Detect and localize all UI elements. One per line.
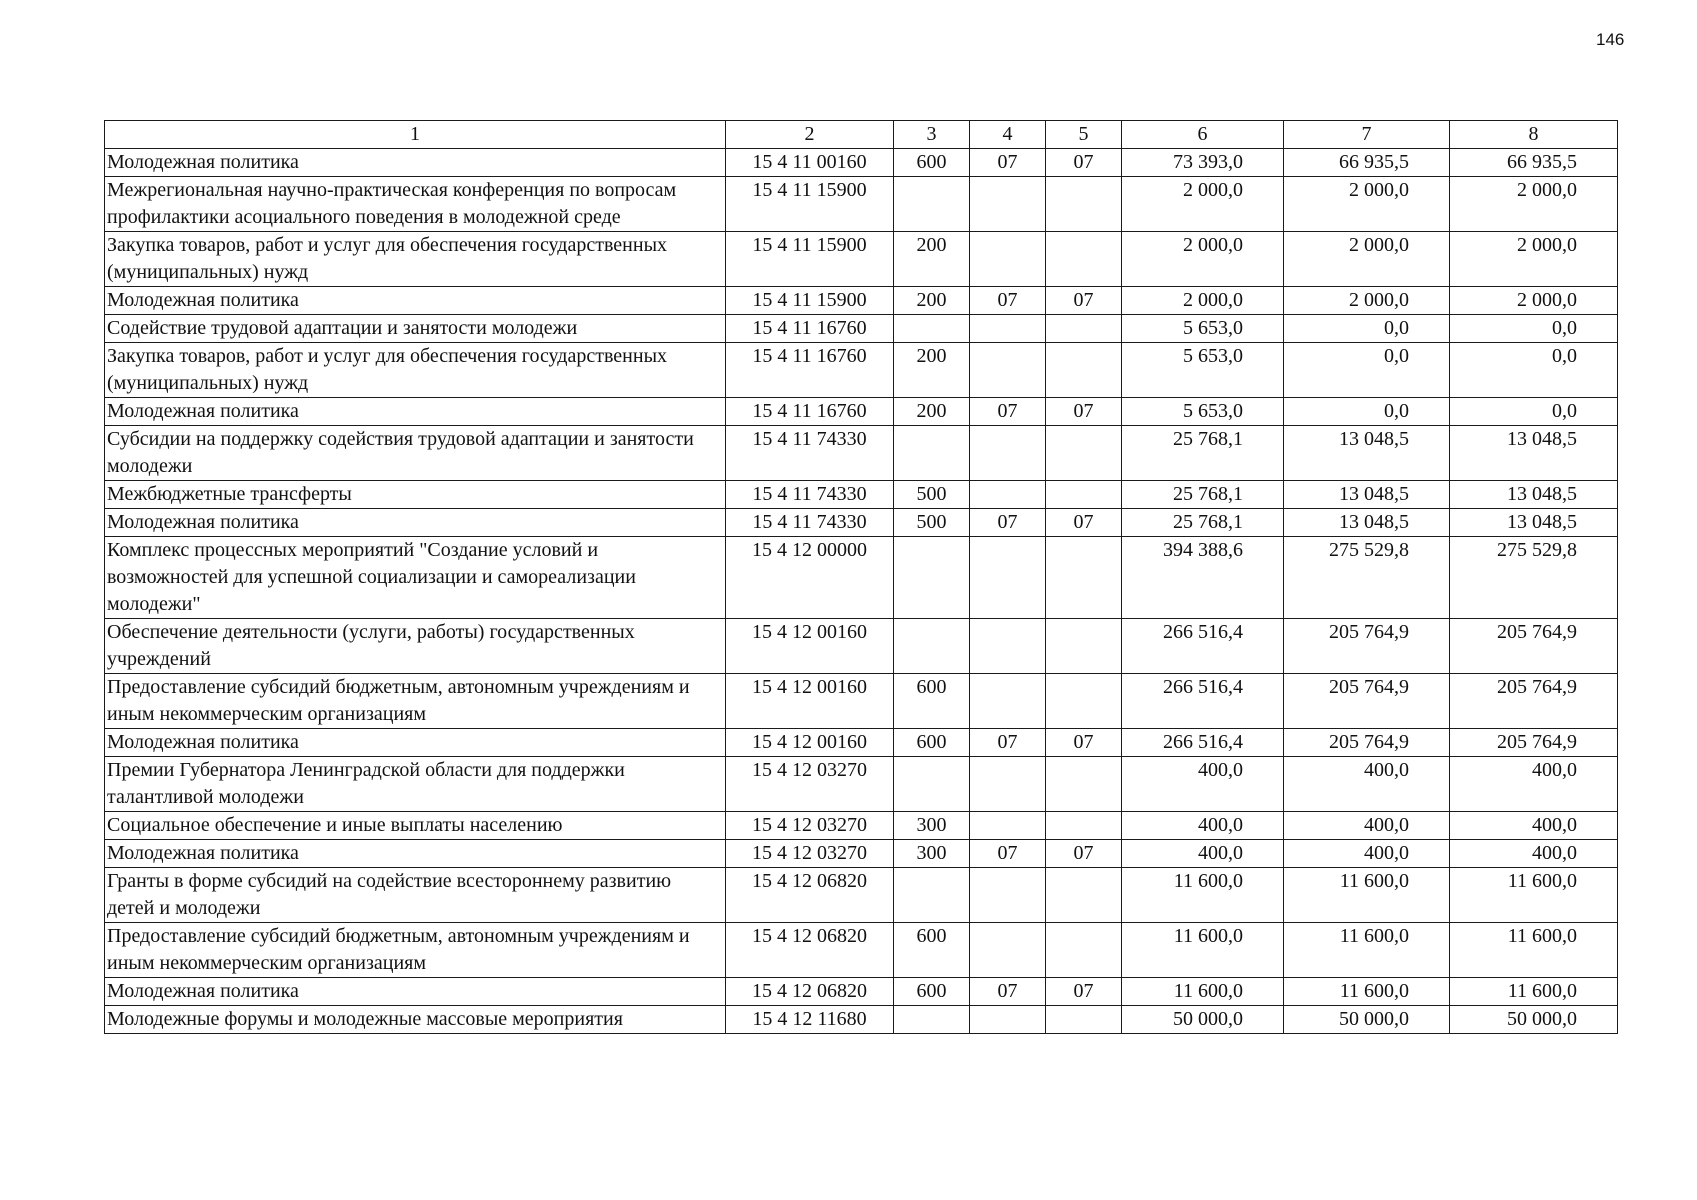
table-row	[105, 177, 1618, 232]
section-cell	[970, 481, 1046, 509]
subsection-cell	[1046, 537, 1122, 619]
section-cell	[970, 232, 1046, 287]
amount-year-3-cell: 275 529,8	[1450, 537, 1618, 619]
header-col-5: 5	[1046, 121, 1122, 149]
expense-type-cell: 600	[894, 729, 970, 757]
subsection-cell: 07	[1046, 729, 1122, 757]
amount-year-1-cell: 5 653,0	[1122, 343, 1284, 398]
subsection-cell	[1046, 674, 1122, 729]
amount-year-2-cell: 50 000,0	[1284, 1006, 1450, 1034]
table-row	[105, 232, 1618, 287]
amount-year-1-cell: 400,0	[1122, 757, 1284, 812]
section-cell	[970, 812, 1046, 840]
amount-year-1-cell: 266 516,4	[1122, 619, 1284, 674]
amount-year-3-cell: 11 600,0	[1450, 868, 1618, 923]
amount-year-3-cell: 2 000,0	[1450, 177, 1618, 232]
expense-type-cell	[894, 757, 970, 812]
budget-table	[104, 120, 1618, 1034]
amount-year-3-cell: 11 600,0	[1450, 978, 1618, 1006]
amount-year-1-cell: 2 000,0	[1122, 177, 1284, 232]
table-row	[105, 481, 1618, 509]
table-row	[105, 757, 1618, 812]
amount-year-2-cell: 13 048,5	[1284, 509, 1450, 537]
amount-year-1-cell: 50 000,0	[1122, 1006, 1284, 1034]
expense-type-cell: 200	[894, 398, 970, 426]
subsection-cell: 07	[1046, 509, 1122, 537]
amount-year-2-cell: 0,0	[1284, 315, 1450, 343]
subsection-cell	[1046, 1006, 1122, 1034]
item-name-cell: Гранты в форме субсидий на содействие всестороннему развитию детей и молодежи	[105, 868, 726, 923]
amount-year-3-cell: 13 048,5	[1450, 509, 1618, 537]
table-row	[105, 149, 1618, 177]
subsection-cell	[1046, 481, 1122, 509]
amount-year-3-cell: 50 000,0	[1450, 1006, 1618, 1034]
target-code-cell: 15 4 11 15900	[726, 287, 894, 315]
amount-year-2-cell: 66 935,5	[1284, 149, 1450, 177]
expense-type-cell: 600	[894, 674, 970, 729]
target-code-cell: 15 4 12 03270	[726, 840, 894, 868]
amount-year-2-cell: 275 529,8	[1284, 537, 1450, 619]
table-body	[105, 149, 1618, 1034]
expense-type-cell: 200	[894, 343, 970, 398]
subsection-cell: 07	[1046, 287, 1122, 315]
item-name-cell: Предоставление субсидий бюджетным, автономным учреждениям и иным некоммерческим организациям	[105, 923, 726, 978]
amount-year-1-cell: 2 000,0	[1122, 232, 1284, 287]
amount-year-2-cell: 11 600,0	[1284, 868, 1450, 923]
amount-year-1-cell: 266 516,4	[1122, 674, 1284, 729]
expense-type-cell	[894, 537, 970, 619]
table-row	[105, 287, 1618, 315]
amount-year-2-cell: 2 000,0	[1284, 287, 1450, 315]
amount-year-2-cell: 13 048,5	[1284, 426, 1450, 481]
section-cell: 07	[970, 729, 1046, 757]
table-row	[105, 923, 1618, 978]
amount-year-3-cell: 400,0	[1450, 757, 1618, 812]
amount-year-2-cell: 2 000,0	[1284, 232, 1450, 287]
item-name-cell: Комплекс процессных мероприятий "Создание условий и возможностей для успешной социализации и самореализации молодежи"	[105, 537, 726, 619]
target-code-cell: 15 4 12 00160	[726, 729, 894, 757]
amount-year-3-cell: 2 000,0	[1450, 232, 1618, 287]
amount-year-3-cell: 66 935,5	[1450, 149, 1618, 177]
amount-year-1-cell: 11 600,0	[1122, 868, 1284, 923]
expense-type-cell	[894, 868, 970, 923]
subsection-cell	[1046, 619, 1122, 674]
item-name-cell: Содействие трудовой адаптации и занятости молодежи	[105, 315, 726, 343]
amount-year-1-cell: 400,0	[1122, 840, 1284, 868]
section-cell	[970, 426, 1046, 481]
amount-year-2-cell: 11 600,0	[1284, 978, 1450, 1006]
subsection-cell: 07	[1046, 840, 1122, 868]
subsection-cell	[1046, 343, 1122, 398]
table-row	[105, 537, 1618, 619]
subsection-cell: 07	[1046, 978, 1122, 1006]
table-row	[105, 343, 1618, 398]
item-name-cell: Молодежная политика	[105, 509, 726, 537]
amount-year-1-cell: 73 393,0	[1122, 149, 1284, 177]
subsection-cell	[1046, 426, 1122, 481]
section-cell: 07	[970, 149, 1046, 177]
table-row	[105, 868, 1618, 923]
item-name-cell: Закупка товаров, работ и услуг для обеспечения государственных (муниципальных) нужд	[105, 343, 726, 398]
table-row	[105, 812, 1618, 840]
target-code-cell: 15 4 11 74330	[726, 426, 894, 481]
page-number: 146	[1596, 30, 1625, 49]
amount-year-3-cell: 0,0	[1450, 398, 1618, 426]
section-cell: 07	[970, 398, 1046, 426]
target-code-cell: 15 4 11 74330	[726, 481, 894, 509]
amount-year-2-cell: 0,0	[1284, 343, 1450, 398]
item-name-cell: Молодежная политика	[105, 729, 726, 757]
header-col-2: 2	[726, 121, 894, 149]
section-cell: 07	[970, 287, 1046, 315]
section-cell	[970, 177, 1046, 232]
item-name-cell: Межрегиональная научно-практическая конференция по вопросам профилактики асоциального поведения в молодежной среде	[105, 177, 726, 232]
target-code-cell: 15 4 12 03270	[726, 757, 894, 812]
expense-type-cell: 200	[894, 232, 970, 287]
amount-year-2-cell: 0,0	[1284, 398, 1450, 426]
amount-year-1-cell: 25 768,1	[1122, 426, 1284, 481]
target-code-cell: 15 4 11 00160	[726, 149, 894, 177]
section-cell	[970, 923, 1046, 978]
amount-year-1-cell: 400,0	[1122, 812, 1284, 840]
item-name-cell: Премии Губернатора Ленинградской области для поддержки талантливой молодежи	[105, 757, 726, 812]
section-cell	[970, 619, 1046, 674]
item-name-cell: Обеспечение деятельности (услуги, работы) государственных учреждений	[105, 619, 726, 674]
amount-year-3-cell: 13 048,5	[1450, 481, 1618, 509]
section-cell: 07	[970, 509, 1046, 537]
table-header-row	[105, 121, 1618, 149]
amount-year-1-cell: 25 768,1	[1122, 509, 1284, 537]
item-name-cell: Закупка товаров, работ и услуг для обеспечения государственных (муниципальных) нужд	[105, 232, 726, 287]
amount-year-3-cell: 400,0	[1450, 812, 1618, 840]
target-code-cell: 15 4 11 16760	[726, 343, 894, 398]
header-col-6: 6	[1122, 121, 1284, 149]
table-row	[105, 729, 1618, 757]
section-cell	[970, 757, 1046, 812]
amount-year-3-cell: 205 764,9	[1450, 674, 1618, 729]
subsection-cell: 07	[1046, 149, 1122, 177]
amount-year-2-cell: 205 764,9	[1284, 619, 1450, 674]
target-code-cell: 15 4 12 00160	[726, 674, 894, 729]
expense-type-cell	[894, 619, 970, 674]
table-row	[105, 674, 1618, 729]
amount-year-1-cell: 11 600,0	[1122, 978, 1284, 1006]
amount-year-1-cell: 5 653,0	[1122, 398, 1284, 426]
target-code-cell: 15 4 12 03270	[726, 812, 894, 840]
table-row	[105, 509, 1618, 537]
amount-year-2-cell: 13 048,5	[1284, 481, 1450, 509]
subsection-cell: 07	[1046, 398, 1122, 426]
subsection-cell	[1046, 757, 1122, 812]
header-col-3: 3	[894, 121, 970, 149]
amount-year-3-cell: 0,0	[1450, 343, 1618, 398]
subsection-cell	[1046, 812, 1122, 840]
subsection-cell	[1046, 232, 1122, 287]
section-cell	[970, 315, 1046, 343]
amount-year-3-cell: 205 764,9	[1450, 619, 1618, 674]
item-name-cell: Молодежная политика	[105, 287, 726, 315]
amount-year-3-cell: 205 764,9	[1450, 729, 1618, 757]
section-cell: 07	[970, 840, 1046, 868]
section-cell	[970, 868, 1046, 923]
target-code-cell: 15 4 11 16760	[726, 315, 894, 343]
table-row	[105, 978, 1618, 1006]
amount-year-3-cell: 11 600,0	[1450, 923, 1618, 978]
table-row	[105, 840, 1618, 868]
expense-type-cell	[894, 177, 970, 232]
item-name-cell: Молодежная политика	[105, 149, 726, 177]
subsection-cell	[1046, 177, 1122, 232]
item-name-cell: Предоставление субсидий бюджетным, автономным учреждениям и иным некоммерческим организациям	[105, 674, 726, 729]
expense-type-cell: 500	[894, 481, 970, 509]
amount-year-3-cell: 13 048,5	[1450, 426, 1618, 481]
header-col-7: 7	[1284, 121, 1450, 149]
target-code-cell: 15 4 12 06820	[726, 868, 894, 923]
amount-year-3-cell: 0,0	[1450, 315, 1618, 343]
amount-year-1-cell: 11 600,0	[1122, 923, 1284, 978]
table-row	[105, 619, 1618, 674]
target-code-cell: 15 4 11 15900	[726, 232, 894, 287]
amount-year-2-cell: 205 764,9	[1284, 674, 1450, 729]
subsection-cell	[1046, 315, 1122, 343]
target-code-cell: 15 4 12 00000	[726, 537, 894, 619]
amount-year-2-cell: 400,0	[1284, 757, 1450, 812]
expense-type-cell: 200	[894, 287, 970, 315]
expense-type-cell	[894, 426, 970, 481]
amount-year-1-cell: 2 000,0	[1122, 287, 1284, 315]
target-code-cell: 15 4 12 11680	[726, 1006, 894, 1034]
amount-year-1-cell: 25 768,1	[1122, 481, 1284, 509]
expense-type-cell	[894, 1006, 970, 1034]
expense-type-cell: 300	[894, 812, 970, 840]
table-row	[105, 398, 1618, 426]
section-cell	[970, 537, 1046, 619]
expense-type-cell: 600	[894, 978, 970, 1006]
amount-year-1-cell: 394 388,6	[1122, 537, 1284, 619]
amount-year-3-cell: 2 000,0	[1450, 287, 1618, 315]
amount-year-2-cell: 2 000,0	[1284, 177, 1450, 232]
subsection-cell	[1046, 923, 1122, 978]
item-name-cell: Молодежные форумы и молодежные массовые мероприятия	[105, 1006, 726, 1034]
header-col-8: 8	[1450, 121, 1618, 149]
expense-type-cell: 600	[894, 149, 970, 177]
amount-year-1-cell: 266 516,4	[1122, 729, 1284, 757]
amount-year-2-cell: 11 600,0	[1284, 923, 1450, 978]
target-code-cell: 15 4 11 15900	[726, 177, 894, 232]
table-row	[105, 315, 1618, 343]
section-cell	[970, 674, 1046, 729]
target-code-cell: 15 4 12 06820	[726, 923, 894, 978]
table-row	[105, 1006, 1618, 1034]
target-code-cell: 15 4 12 00160	[726, 619, 894, 674]
section-cell	[970, 1006, 1046, 1034]
target-code-cell: 15 4 11 74330	[726, 509, 894, 537]
amount-year-2-cell: 205 764,9	[1284, 729, 1450, 757]
header-col-4: 4	[970, 121, 1046, 149]
expense-type-cell: 600	[894, 923, 970, 978]
item-name-cell: Молодежная политика	[105, 840, 726, 868]
table-row	[105, 426, 1618, 481]
item-name-cell: Субсидии на поддержку содействия трудовой адаптации и занятости молодежи	[105, 426, 726, 481]
amount-year-2-cell: 400,0	[1284, 812, 1450, 840]
item-name-cell: Молодежная политика	[105, 978, 726, 1006]
header-col-1: 1	[105, 121, 726, 149]
item-name-cell: Молодежная политика	[105, 398, 726, 426]
expense-type-cell: 300	[894, 840, 970, 868]
amount-year-1-cell: 5 653,0	[1122, 315, 1284, 343]
target-code-cell: 15 4 12 06820	[726, 978, 894, 1006]
amount-year-3-cell: 400,0	[1450, 840, 1618, 868]
expense-type-cell: 500	[894, 509, 970, 537]
section-cell	[970, 343, 1046, 398]
subsection-cell	[1046, 868, 1122, 923]
amount-year-2-cell: 400,0	[1284, 840, 1450, 868]
item-name-cell: Межбюджетные трансферты	[105, 481, 726, 509]
section-cell: 07	[970, 978, 1046, 1006]
item-name-cell: Социальное обеспечение и иные выплаты населению	[105, 812, 726, 840]
target-code-cell: 15 4 11 16760	[726, 398, 894, 426]
expense-type-cell	[894, 315, 970, 343]
